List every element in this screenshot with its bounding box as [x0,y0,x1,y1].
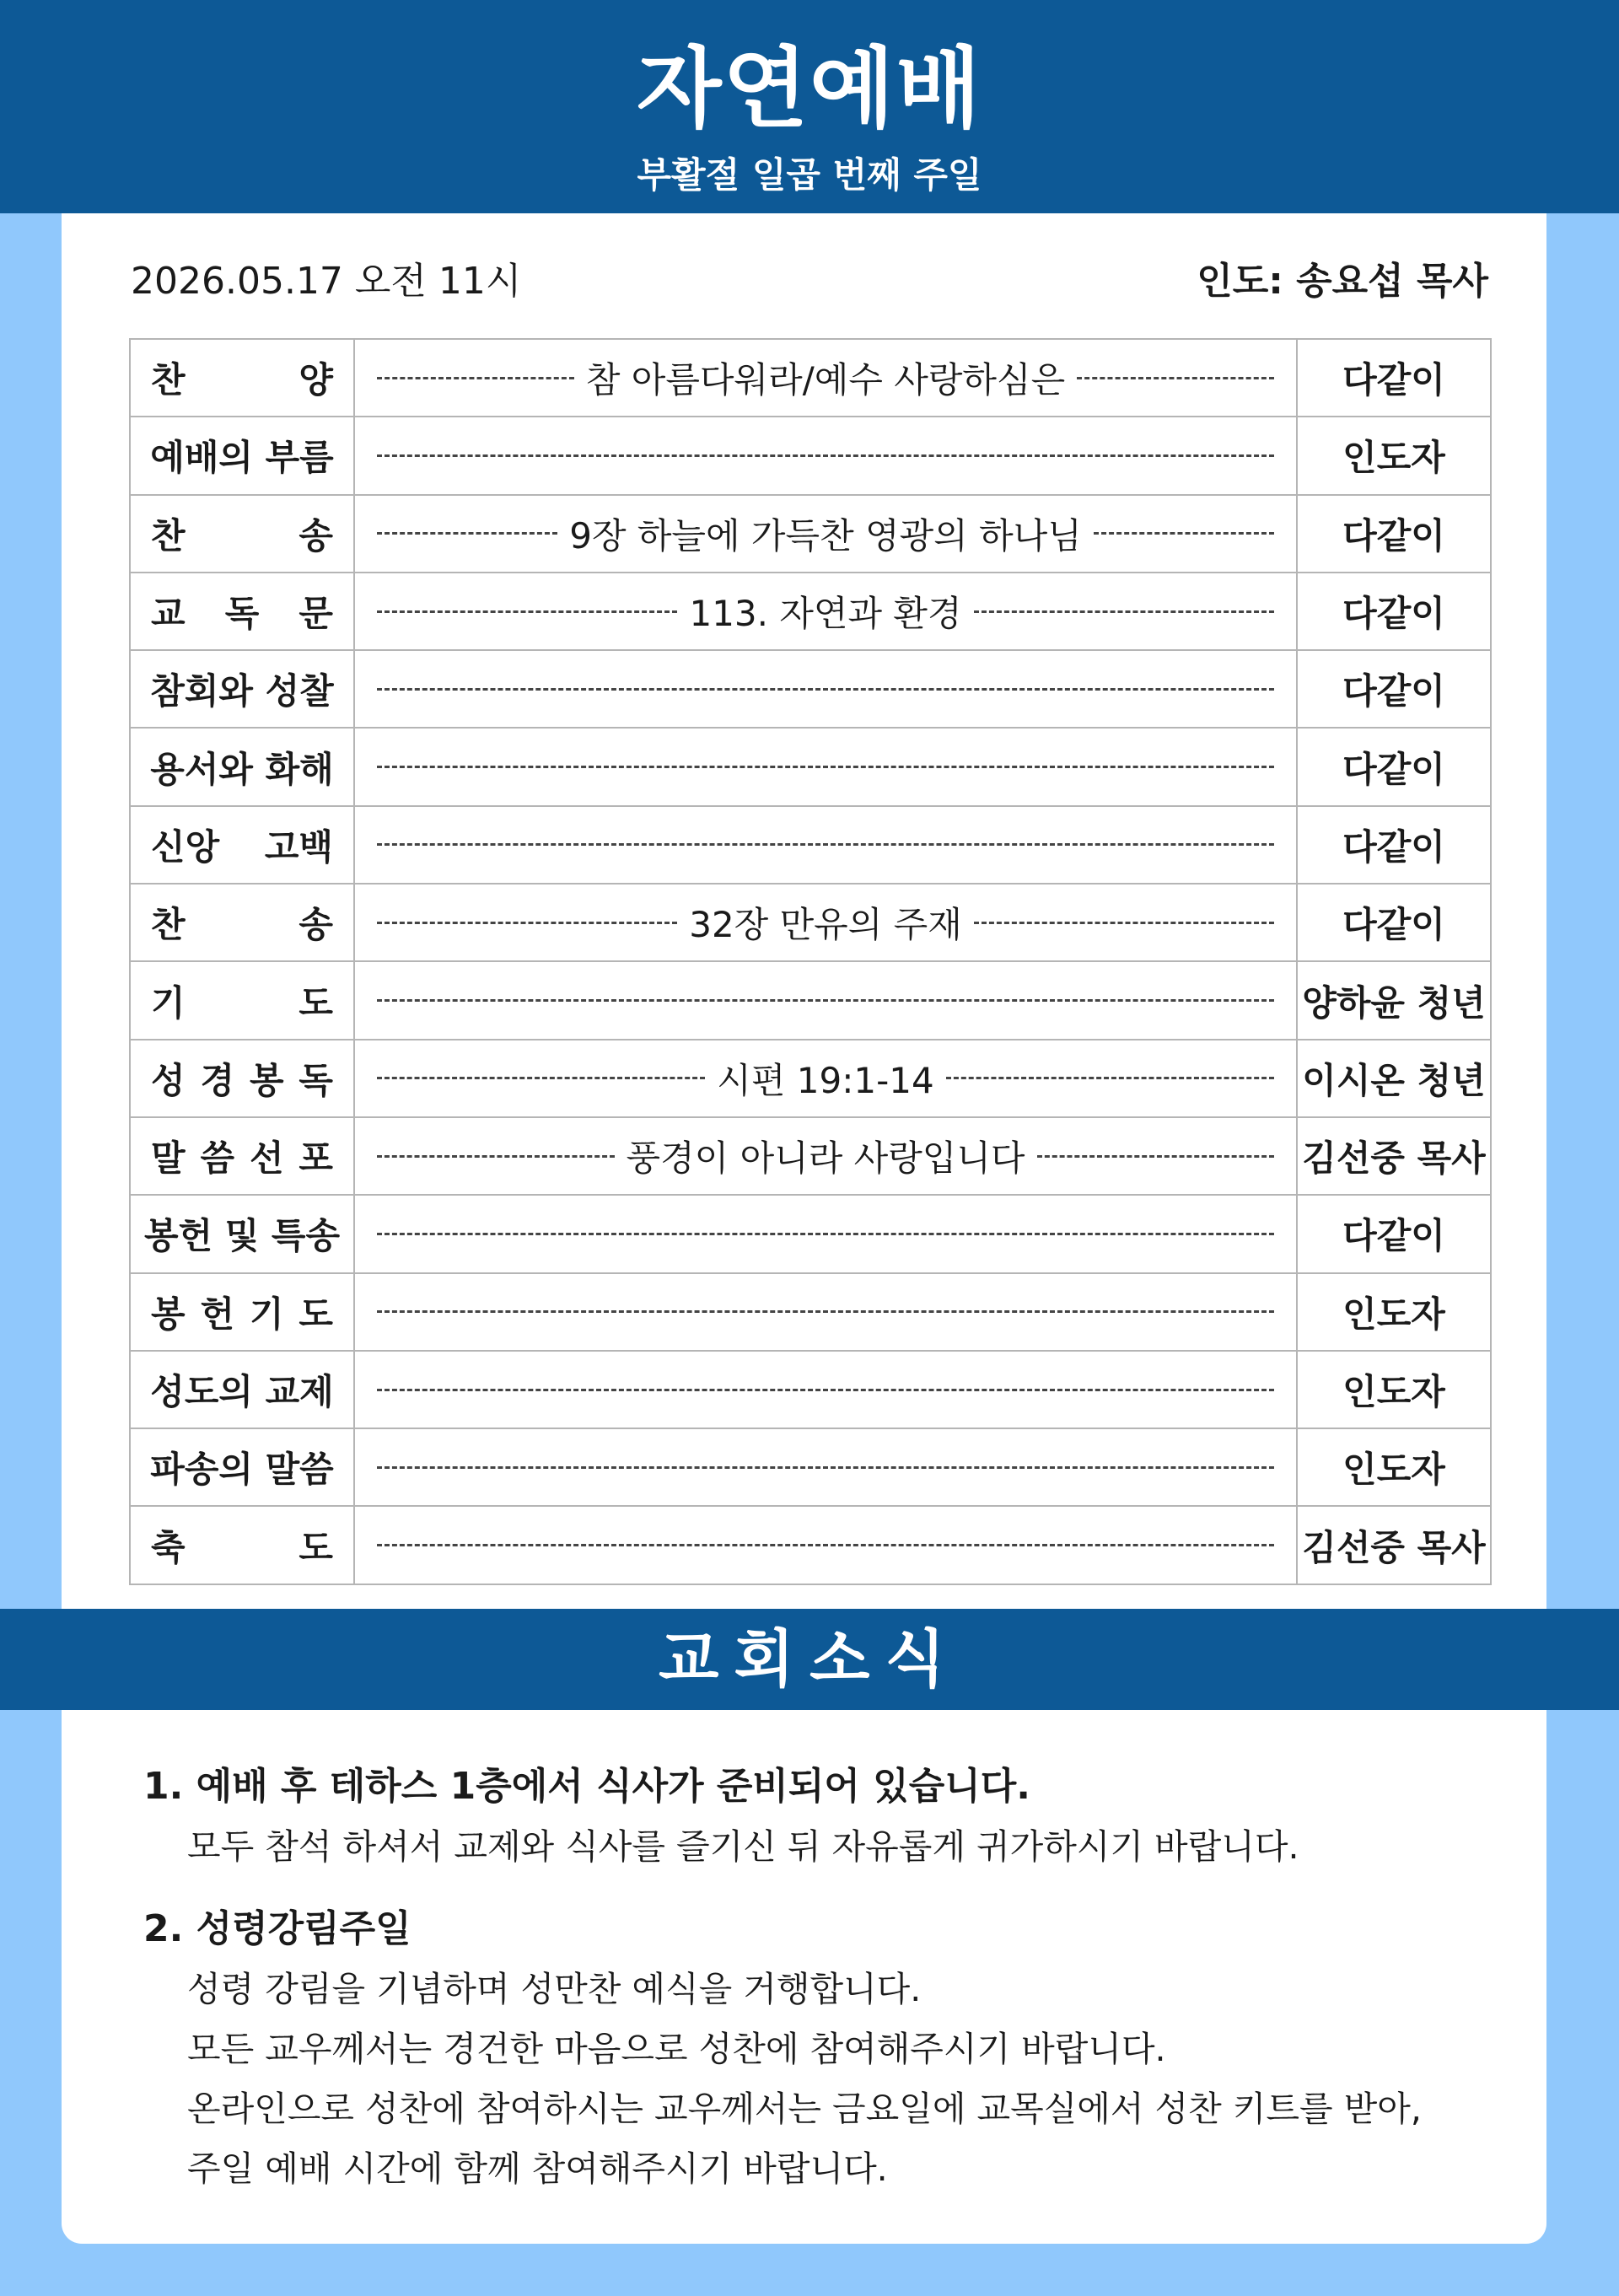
dashed-leader [377,610,677,613]
dashed-leader [377,999,1274,1002]
order-item-label-part: 도 [299,1526,333,1568]
order-item-label-part: 포 [299,1137,333,1180]
order-item-presenter: 이시온 청년 [1297,1040,1491,1117]
order-row [130,573,1491,650]
dashed-leader [377,377,574,379]
order-item-content [354,961,1297,1039]
order-item-label [130,1506,354,1584]
dashed-leader [377,843,1274,846]
order-item-label-part: 기 [151,981,186,1024]
dashed-leader [377,1155,615,1158]
order-item-label [130,495,354,573]
order-item-label-part: 고백 [264,825,333,868]
order-item-label [130,417,354,494]
page-subtitle: 부활절 일곱 번째 주일 [637,154,982,196]
dashed-leader [377,688,1274,691]
order-item-label [130,884,354,961]
order-item-label [130,1351,354,1428]
order-item-presenter: 다같이 [1297,884,1491,961]
order-item-text: 9장 하늘에 가득찬 영광의 하나님 [569,514,1082,557]
order-item-label-part: 말 [151,1137,186,1180]
order-item-label-part: 참회와 성찰 [150,670,334,712]
order-item-content [354,495,1297,573]
order-item-label-part: 성 [151,1059,186,1101]
order-row [130,495,1491,573]
order-row [130,884,1491,961]
order-item-label-part: 송 [299,904,333,946]
news-item-line: 성령 강림을 기념하며 성만찬 예식을 거행합니다. [187,1969,922,2009]
order-item-label [130,1117,354,1195]
order-item-content [354,1117,1297,1195]
order-item-label-part: 찬 [151,514,186,557]
order-item-label-part: 기 [249,1293,284,1335]
dashed-leader [377,922,677,924]
dashed-leader [377,766,1274,768]
order-item-label-part: 도 [299,981,333,1024]
order-item-content [354,1506,1297,1584]
header-banner [0,0,1619,213]
order-row [130,650,1491,728]
order-item-label-part: 축 [151,1526,186,1568]
order-row [130,1117,1491,1195]
order-item-label-part: 봉 [151,1293,186,1335]
dashed-leader [377,1310,1274,1313]
order-item-content [354,1273,1297,1351]
order-item-content [354,1428,1297,1506]
order-item-text: 풍경이 아니라 사랑입니다 [626,1137,1025,1180]
order-item-presenter: 인도자 [1297,417,1491,494]
order-item-label-part: 헌 [200,1293,235,1335]
order-item-content [354,728,1297,805]
dashed-leader [1094,532,1274,535]
order-row [130,1273,1491,1351]
dashed-leader [377,532,557,535]
service-leader: 인도: 송요섭 목사 [1197,260,1488,303]
order-item-presenter: 다같이 [1297,1195,1491,1272]
dashed-leader [377,1077,705,1079]
order-item-label-part: 문 [299,593,333,635]
order-item-presenter: 다같이 [1297,495,1491,573]
order-item-content [354,339,1297,417]
dashed-leader [1077,377,1274,379]
order-item-text: 32장 만유의 주재 [689,904,962,946]
order-item-label-part: 성도의 교제 [150,1371,334,1412]
order-item-text: 113. 자연과 환경 [689,593,962,635]
order-row [130,1195,1491,1272]
order-item-label-part: 양 [299,359,333,401]
news-item-line: 주일 예배 시간에 함께 참여해주시기 바랍니다. [187,2148,888,2189]
order-item-content [354,650,1297,728]
order-item-presenter: 인도자 [1297,1351,1491,1428]
order-row [130,1351,1491,1428]
dashed-leader [377,1389,1274,1391]
order-item-label-part: 찬 [151,359,186,401]
order-item-content [354,1195,1297,1272]
worship-order-table [129,338,1492,1585]
order-item-presenter: 인도자 [1297,1273,1491,1351]
order-item-label-part: 독 [299,1059,333,1101]
order-item-label [130,728,354,805]
order-item-label [130,650,354,728]
news-item-line: 온라인으로 성찬에 참여하시는 교우께서는 금요일에 교목실에서 성찬 키트를 받아, [187,2089,1422,2129]
order-item-label-part: 찬 [151,904,186,946]
order-item-content [354,806,1297,884]
order-item-label [130,806,354,884]
order-item-presenter: 다같이 [1297,339,1491,417]
dashed-leader [377,1466,1274,1469]
dashed-leader [377,1544,1274,1546]
dashed-leader [974,610,1274,613]
order-item-label [130,573,354,650]
order-item-label-part: 교 [151,593,186,635]
order-item-presenter: 양하윤 청년 [1297,961,1491,1039]
news-item [143,1756,1509,1877]
order-item-label [130,1195,354,1272]
order-row [130,1040,1491,1117]
dashed-leader [946,1077,1274,1079]
order-item-label-part: 도 [299,1293,333,1335]
order-row [130,728,1491,805]
order-item-label-part: 씀 [200,1137,235,1180]
order-item-presenter: 김선중 목사 [1297,1506,1491,1584]
order-item-presenter: 다같이 [1297,806,1491,884]
order-item-label-part: 독 [224,593,260,635]
order-item-presenter: 김선중 목사 [1297,1117,1491,1195]
dashed-leader [974,922,1274,924]
news-item-title: 2. 성령강림주일 [143,1907,411,1950]
order-item-content [354,417,1297,494]
order-item-label [130,1428,354,1506]
page-title: 자연예배 [637,37,982,140]
order-item-presenter: 다같이 [1297,728,1491,805]
order-row [130,1506,1491,1584]
order-item-label-part: 경 [200,1059,235,1101]
church-news-heading: 교회소식 [0,1609,1619,1710]
order-item-presenter: 다같이 [1297,650,1491,728]
order-item-label [130,961,354,1039]
news-item-line: 모두 참석 하셔서 교제와 식사를 즐기신 뒤 자유롭게 귀가하시기 바랍니다. [187,1826,1299,1867]
order-row [130,1428,1491,1506]
order-row [130,961,1491,1039]
order-item-content [354,1040,1297,1117]
order-row [130,339,1491,417]
order-row [130,417,1491,494]
order-item-presenter: 인도자 [1297,1428,1491,1506]
church-news-list [143,1756,1509,2221]
order-item-label-part: 신앙 [151,825,220,868]
order-item-label-part: 송 [299,514,333,557]
order-item-content [354,1351,1297,1428]
dashed-leader [1037,1155,1275,1158]
order-item-content [354,884,1297,961]
order-item-label [130,1040,354,1117]
order-item-label [130,339,354,417]
order-item-text: 시편 19:1-14 [717,1059,934,1101]
order-item-presenter: 다같이 [1297,573,1491,650]
dashed-leader [377,1233,1274,1235]
order-item-label-part: 예배의 부름 [150,437,334,479]
order-item-label [130,1273,354,1351]
order-item-content [354,573,1297,650]
order-item-label-part: 봉 [249,1059,284,1101]
order-item-text: 참 아름다워라/예수 사랑하심은 [585,359,1066,401]
news-item-title: 1. 예배 후 테하스 1층에서 식사가 준비되어 있습니다. [143,1765,1030,1808]
news-item-line: 모든 교우께서는 경건한 마음으로 성찬에 참여해주시기 바랍니다. [187,2029,1166,2069]
service-datetime: 2026.05.17 오전 11시 [131,260,522,303]
order-item-label-part: 파송의 말씀 [150,1449,334,1491]
order-row [130,806,1491,884]
order-item-label-part: 봉헌 및 특송 [143,1215,341,1257]
dashed-leader [377,454,1274,457]
news-item [143,1899,1509,2199]
order-item-label-part: 용서와 화해 [150,748,334,790]
order-item-label-part: 선 [249,1137,284,1180]
